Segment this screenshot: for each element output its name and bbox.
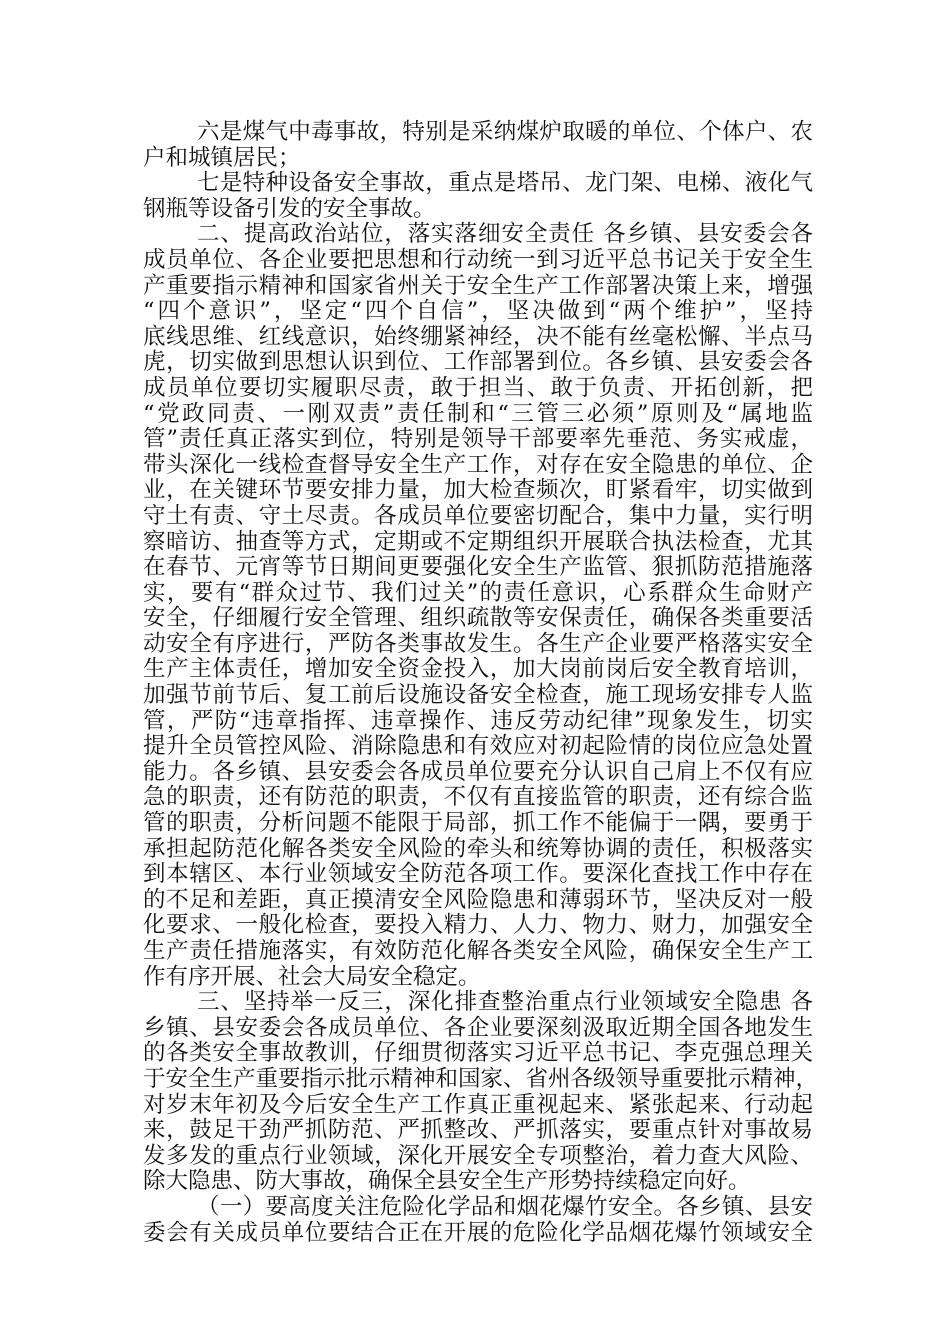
text-line: 七是特种设备安全事故，重点是塔吊、龙门架、电梯、液化气: [197, 170, 813, 197]
text-line: 到本辖区、本行业领域安全防范各项工作。要深化查找工作中存在: [143, 861, 813, 888]
text-line: 除大隐患、防大事故，确保全县安全生产形势持续稳定向好。: [143, 1168, 751, 1195]
text-line: 成员单位要切实履职尽责，敢于担当、敢于负责、开拓创新，把: [143, 374, 813, 401]
text-line: 对岁末年初及今后安全生产工作真正重视起来、紧张起来、行动起: [143, 1091, 813, 1118]
text-line: 虎，切实做到思想认识到位、工作部署到位。各乡镇、县安委会各: [143, 349, 813, 376]
text-line: 户和城镇居民；: [143, 144, 301, 171]
text-line: 生产责任措施落实，有效防范化解各类安全风险，确保安全生产工: [143, 938, 813, 964]
text-line: 加强节前节后、复工前后设施设备安全检查，施工现场安排专人监: [143, 682, 813, 709]
section-heading-line: 三、坚持举一反三，深化排查整治重点行业领域安全隐患 各: [197, 989, 813, 1016]
text-line: 察暗访、抽查等方式，定期或不定期组织开展联合执法检查，尤其: [143, 528, 813, 555]
text-line: 成员单位、各企业要把思想和行动统一到习近平总书记关于安全生: [143, 246, 813, 273]
text-line: 的不足和差距，真正摸清安全风险隐患和薄弱环节，坚决反对一般: [143, 886, 813, 913]
text-line: 安全，仔细履行安全管理、组织疏散等安保责任，确保各类重要活: [143, 605, 813, 632]
text-line: 的各类安全事故教训，仔细贯彻落实习近平总书记、李克强总理关: [143, 1040, 813, 1067]
text-line: 动安全有序进行，严防各类事故发生。各生产企业要严格落实安全: [143, 630, 813, 657]
text-line: 实，要有“群众过节、我们过关”的责任意识，心系群众生命财产: [143, 579, 813, 606]
section-heading-line: 二、提高政治站位，落实落细安全责任 各乡镇、县安委会各: [197, 221, 813, 248]
text-line: 钢瓶等设备引发的安全事故。: [143, 195, 436, 222]
text-line: 管，严防“违章指挥、违章操作、违反劳动纪律”现象发生，切实: [143, 707, 813, 734]
text-line: 六是煤气中毒事故，特别是采纳煤炉取暖的单位、个体户、农: [197, 119, 813, 145]
text-line: 乡镇、县安委会各成员单位、各企业要深刻汲取近期全国各地发生: [143, 1014, 813, 1041]
text-line: 发多发的重点行业领域，深化开展安全专项整治，着力查大风险、: [143, 1142, 813, 1169]
text-line: 作有序开展、社会大局安全稳定。: [143, 963, 481, 990]
text-line: 产重要指示精神和国家省州关于安全生产工作部署决策上来，增强: [143, 272, 813, 299]
text-line: 化要求、一般化检查，要投入精力、人力、物力、财力，加强安全: [143, 912, 813, 939]
text-line: 急的职责，还有防范的职责，不仅有直接监管的职责，还有综合监: [143, 784, 813, 811]
document-body: [143, 119, 819, 1246]
text-line: 业，在关键环节要安排力量，加大检查频次，盯紧看牢，切实做到: [143, 477, 813, 504]
text-line: 带头深化一线检查督导安全生产工作，对存在安全隐患的单位、企: [143, 451, 813, 478]
text-line: 委会有关成员单位要结合正在开展的危险化学品烟花爆竹领域安全: [143, 1219, 813, 1246]
text-line: 守土有责、守土尽责。各成员单位要密切配合，集中力量，实行明: [143, 502, 813, 529]
text-line: 底线思维、红线意识，始终绷紧神经，决不能有丝毫松懈、半点马: [143, 323, 813, 350]
text-line: 管”责任真正落实到位，特别是领导干部要率先垂范、务实戒虚，: [143, 426, 813, 453]
text-line: “党政同责、一刚双责”责任制和“三管三必须”原则及“属地监: [143, 400, 813, 427]
text-line: 在春节、元宵等节日期间更要强化安全生产监管、狠抓防范措施落: [143, 554, 813, 581]
subsection-heading-line: （一）要高度关注危险化学品和烟花爆竹安全。各乡镇、县安: [197, 1193, 813, 1220]
text-line: 承担起防范化解各类安全风险的牵头和统筹协调的责任，积极落实: [143, 835, 813, 862]
text-line: 于安全生产重要指示批示精神和国家、省州各级领导重要批示精神，: [143, 1065, 819, 1092]
text-line: 管的职责，分析问题不能限于局部，抓工作不能偏于一隅，要勇于: [143, 810, 813, 837]
text-line: “四个意识”，坚定“四个自信”，坚决做到“两个维护”，坚持: [143, 298, 813, 325]
text-line: 来，鼓足干劲严抓防范、严抓整改、严抓落实，要重点针对事故易: [143, 1117, 813, 1144]
text-line: 生产主体责任，增加安全资金投入，加大岗前岗后安全教育培训，: [143, 656, 813, 683]
text-line: 提升全员管控风险、消除隐患和有效应对初起险情的岗位应急处置: [143, 733, 813, 760]
text-line: 能力。各乡镇、县安委会各成员单位要充分认识自己肩上不仅有应: [143, 758, 813, 785]
